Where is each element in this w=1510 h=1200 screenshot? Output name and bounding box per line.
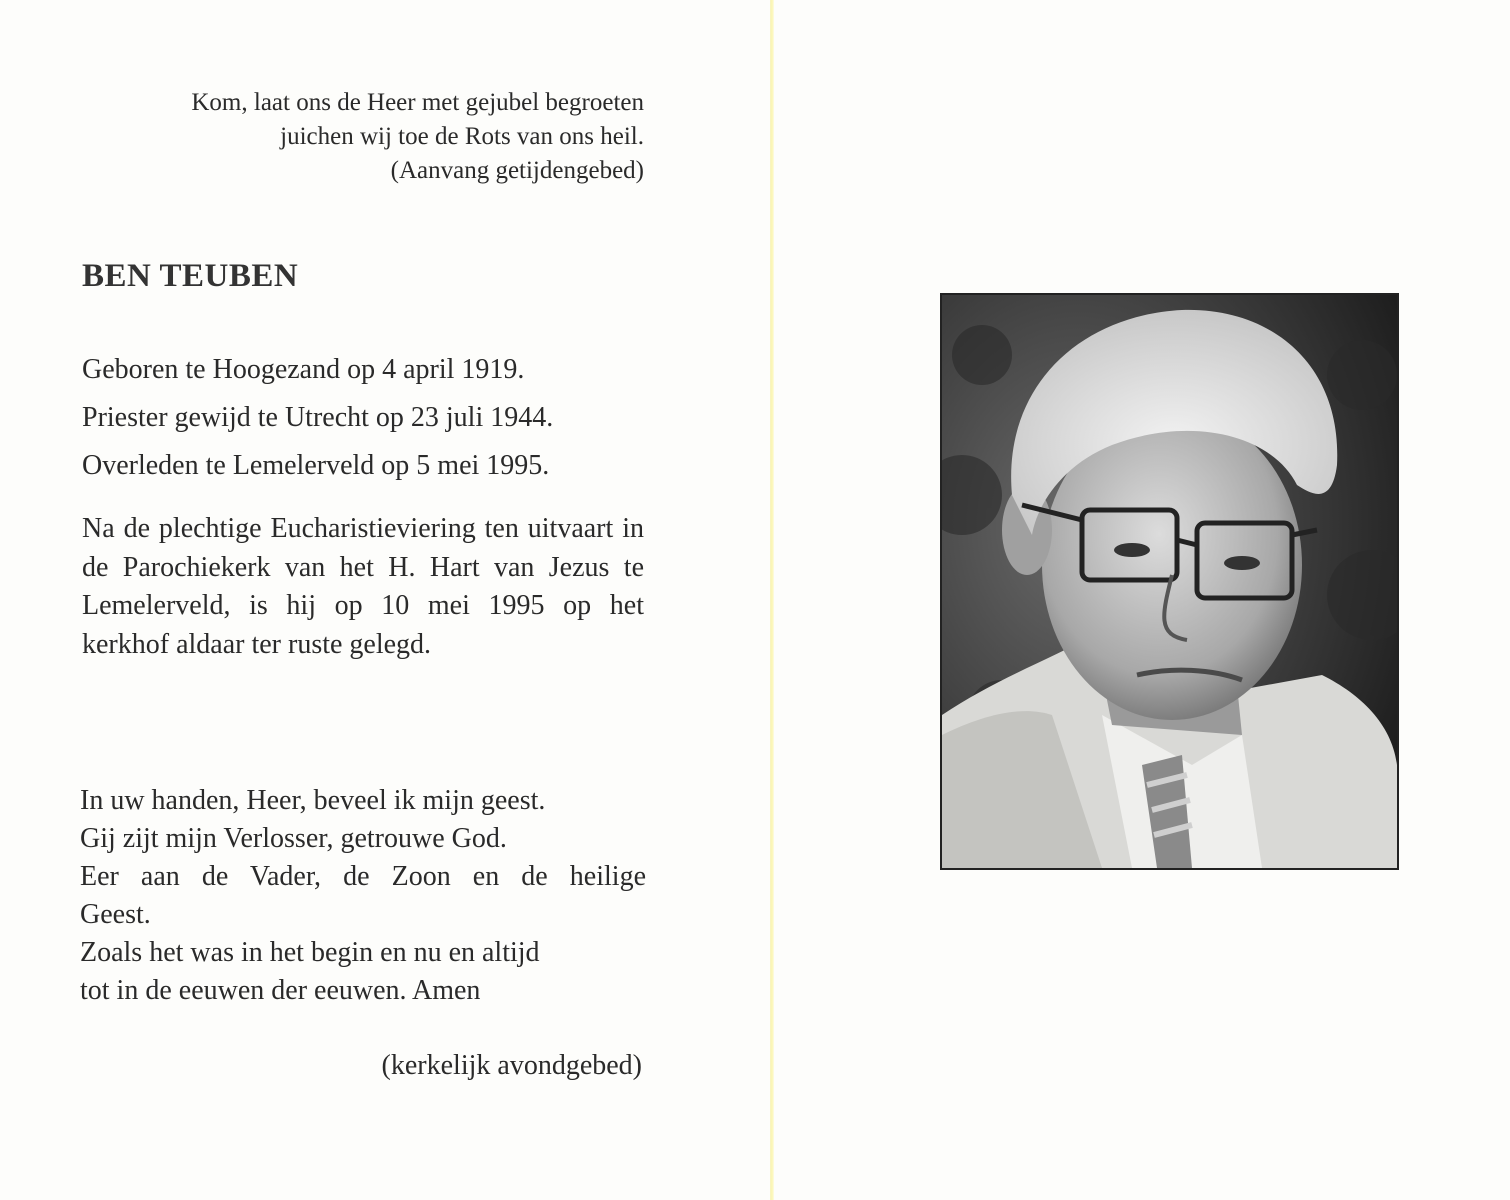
prayer-source: (kerkelijk avondgebed): [381, 1050, 642, 1081]
opening-verse: [191, 86, 644, 188]
deceased-name: BEN TEUBEN: [82, 258, 299, 294]
prayer-line: In uw handen, Heer, beveel ik mijn geest.: [80, 785, 546, 816]
birth-fact: Geboren te Hoogezand op 4 april 1919.: [82, 354, 525, 385]
prayer-line: Eer aan de Vader, de Zoon en de heilige: [80, 861, 646, 892]
portrait-illustration: [942, 295, 1397, 868]
verse-line: juichen wij toe de Rots van ons heil.: [280, 123, 644, 150]
life-facts: [82, 346, 652, 490]
prayer-line: Zoals het was in het begin en nu en altijd: [80, 937, 540, 968]
right-page: [774, 0, 1510, 1200]
prayer-line: Geest.: [80, 899, 151, 930]
death-fact: Overleden te Lemelerveld op 5 mei 1995.: [82, 450, 550, 481]
prayer-line: Gij zijt mijn Verlosser, getrouwe God.: [80, 823, 507, 854]
verse-source: (Aanvang getijdengebed): [390, 157, 644, 184]
prayer-line: tot in de eeuwen der eeuwen. Amen: [80, 975, 481, 1006]
ordination-fact: Priester gewijd te Utrecht op 23 juli 1944.: [82, 402, 554, 433]
funeral-paragraph: Na de plechtige Eucharistieviering ten uitvaart in de Parochiekerk van het H. Hart van Jezus te Lemelerveld, is hij op 10 mei 1995 op het kerkhof aldaar ter ruste gelegd.: [82, 513, 644, 660]
portrait-photo: [940, 293, 1399, 870]
verse-line: Kom, laat ons de Heer met gejubel begroeten: [191, 89, 644, 116]
closing-prayer: [80, 782, 646, 1010]
